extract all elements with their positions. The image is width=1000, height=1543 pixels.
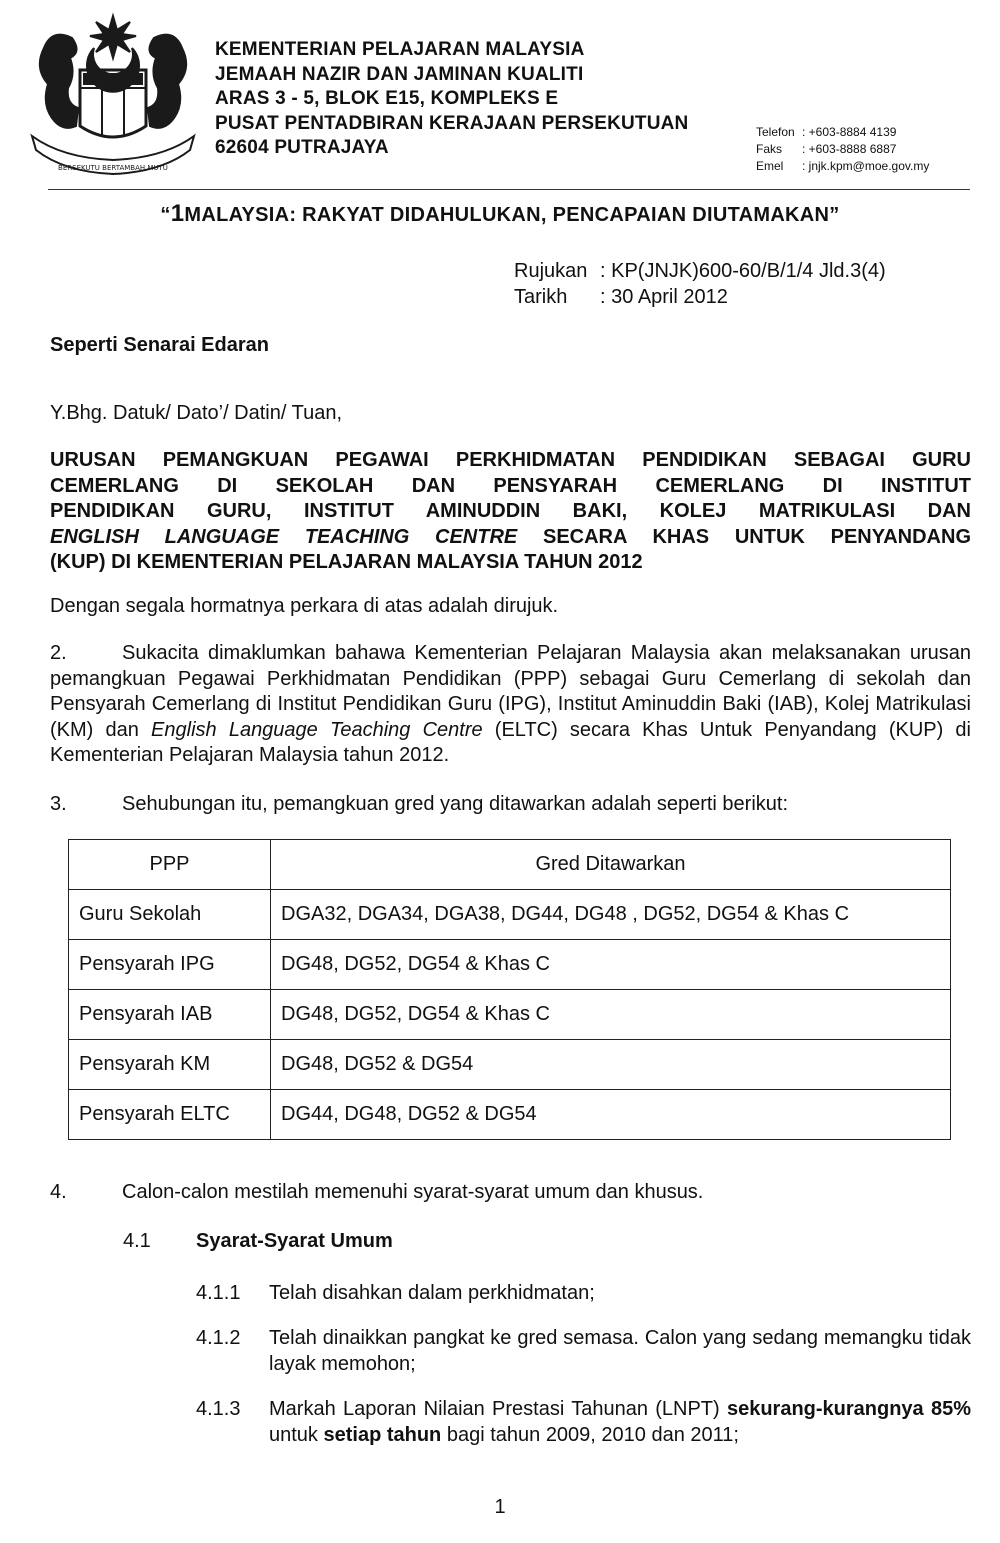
column-header: Gred Ditawarkan	[271, 840, 951, 890]
subject-rest: SECARA KHAS UNTUK PENYANDANG	[517, 525, 971, 548]
ppp-cell: Pensyarah IPG	[69, 940, 271, 990]
table-row	[69, 1040, 951, 1090]
subject-italic: ENGLISH LANGUAGE TEACHING CENTRE	[50, 525, 518, 548]
org-line: JEMAAH NAZIR DAN JAMINAN KUALITI	[215, 63, 584, 85]
telefon-label: Telefon	[756, 125, 795, 139]
item-text-part: untuk	[269, 1423, 324, 1446]
list-item	[196, 1281, 971, 1307]
faks-label: Faks	[756, 142, 783, 156]
motto-line	[0, 200, 1000, 228]
paragraph-text: Sukacita dimaklumkan bahawa Kementerian Pelajaran Malaysia akan melaksanakan urusan pemangkuan Pegawai Perkhidmatan Pendidikan (PPP) sebagai Guru Cemerlang di sekolah dan Pensyarah Cemerlang di Institut Pendidikan Guru (IPG), Institut Aminuddin Baki (IAB), Kolej Matrikulasi (KM) dan	[50, 642, 971, 741]
paragraph-3	[50, 792, 971, 818]
rujukan-value: : KP(JNJK)600-60/B/1/4 Jld.3(4)	[600, 260, 886, 282]
salutation: Y.Bhg. Datuk/ Dato’/ Datin/ Tuan,	[50, 402, 343, 424]
table-row	[69, 1090, 951, 1140]
paragraph-italic: English Language Teaching Centre	[151, 718, 483, 741]
gred-cell: DG48, DG52 & DG54	[271, 1040, 951, 1090]
subject-line: URUSAN PEMANGKUAN PEGAWAI PERKHIDMATAN PENDIDIKAN SEBAGAI GURU	[50, 449, 971, 471]
recipients: Seperti Senarai Edaran	[50, 334, 269, 356]
org-line: ARAS 3 - 5, BLOK E15, KOMPLEKS E	[215, 88, 559, 109]
item-number: 4.1.1	[196, 1282, 241, 1304]
table-row	[69, 890, 951, 940]
faks-value: : +603-8888 6887	[802, 142, 897, 156]
table-header-row	[69, 840, 951, 890]
motto-open-quote: “	[160, 204, 171, 226]
subject-heading	[50, 448, 971, 576]
paragraph-2	[50, 641, 971, 769]
item-text: Telah disahkan dalam perkhidmatan;	[269, 1282, 595, 1304]
ppp-cell: Guru Sekolah	[69, 890, 271, 940]
item-bold-text: setiap tahun	[323, 1423, 442, 1446]
crest-motto-text: BERSEKUTU BERTAMBAH MUTU	[58, 164, 168, 172]
header-divider	[48, 189, 970, 190]
contact-details	[756, 124, 929, 175]
gred-cell: DG44, DG48, DG52 & DG54	[271, 1090, 951, 1140]
column-header: PPP	[69, 840, 271, 890]
reference-block	[514, 258, 886, 310]
paragraph-number: 3.	[50, 793, 67, 815]
emel-value: : jnjk.kpm@moe.gov.my	[802, 159, 930, 173]
org-line: KEMENTERIAN PELAJARAN MALAYSIA	[215, 39, 585, 60]
subject-line	[50, 525, 971, 551]
subject-line: (KUP) DI KEMENTERIAN PELAJARAN MALAYSIA TAHUN 2012	[50, 551, 643, 573]
paragraph-number: 4.	[50, 1181, 67, 1203]
item-text-part: Markah Laporan Nilaian Prestasi Tahunan (LNPT)	[269, 1398, 727, 1420]
ppp-cell: Pensyarah ELTC	[69, 1090, 271, 1140]
tarikh-value: : 30 April 2012	[600, 286, 728, 308]
tarikh-label: Tarikh	[514, 286, 568, 308]
org-line: 62604 PUTRAJAYA	[215, 137, 389, 158]
motto-one: 1	[170, 200, 185, 227]
coat-of-arms-logo	[22, 8, 204, 178]
subject-line: CEMERLANG DI SEKOLAH DAN PENSYARAH CEMERLANG DI INSTITUT	[50, 474, 971, 497]
section-title: Syarat-Syarat Umum	[196, 1230, 393, 1252]
paragraph-text: (ELTC) secara Khas Untuk Penyandang (KUP) di Kementerian Pelajaran Malaysia tahun 2012.	[50, 718, 971, 766]
ppp-cell: Pensyarah KM	[69, 1040, 271, 1090]
table-row	[69, 940, 951, 990]
motto-text: MALAYSIA: RAKYAT DIDAHULUKAN, PENCAPAIAN DIUTAMAKAN”	[184, 204, 840, 226]
emel-label: Emel	[756, 159, 784, 173]
grades-table	[68, 839, 951, 1140]
gred-cell: DGA32, DGA34, DGA38, DG44, DG48 , DG52, DG54 & Khas C	[271, 890, 951, 940]
telefon-value: : +603-8884 4139	[802, 125, 897, 139]
page-number: 1	[494, 1496, 506, 1518]
item-number: 4.1.3	[196, 1398, 241, 1420]
section-4-1-heading	[123, 1230, 393, 1253]
gred-cell: DG48, DG52, DG54 & Khas C	[271, 940, 951, 990]
item-bold-text: sekurang-kurangnya 85%	[726, 1398, 971, 1420]
subject-line: PENDIDIKAN GURU, INSTITUT AMINUDDIN BAKI, KOLEJ MATRIKULASI DAN	[50, 500, 971, 522]
table-row	[69, 990, 951, 1040]
list-item	[196, 1326, 971, 1377]
org-line: PUSAT PENTADBIRAN KERAJAAN PERSEKUTUAN	[215, 112, 689, 134]
paragraph-number: 2.	[50, 642, 67, 664]
intro-paragraph: Dengan segala hormatnya perkara di atas adalah dirujuk.	[50, 595, 559, 617]
item-text: Telah dinaikkan pangkat ke gred semasa. Calon yang sedang memangku tidak layak memohon;	[269, 1327, 971, 1375]
organization-address	[215, 38, 688, 161]
gred-cell: DG48, DG52, DG54 & Khas C	[271, 990, 951, 1040]
section-number: 4.1	[123, 1230, 151, 1252]
paragraph-text: Calon-calon mestilah memenuhi syarat-syarat umum dan khusus.	[122, 1181, 704, 1203]
item-number: 4.1.2	[196, 1327, 241, 1349]
paragraph-4	[50, 1180, 971, 1206]
paragraph-text: Sehubungan itu, pemangkuan gred yang ditawarkan adalah seperti berikut:	[122, 793, 789, 815]
ppp-cell: Pensyarah IAB	[69, 990, 271, 1040]
item-text	[269, 1397, 971, 1448]
rujukan-label: Rujukan	[514, 260, 588, 282]
list-item	[196, 1397, 971, 1448]
item-text-part: bagi tahun 2009, 2010 dan 2011;	[441, 1423, 739, 1446]
